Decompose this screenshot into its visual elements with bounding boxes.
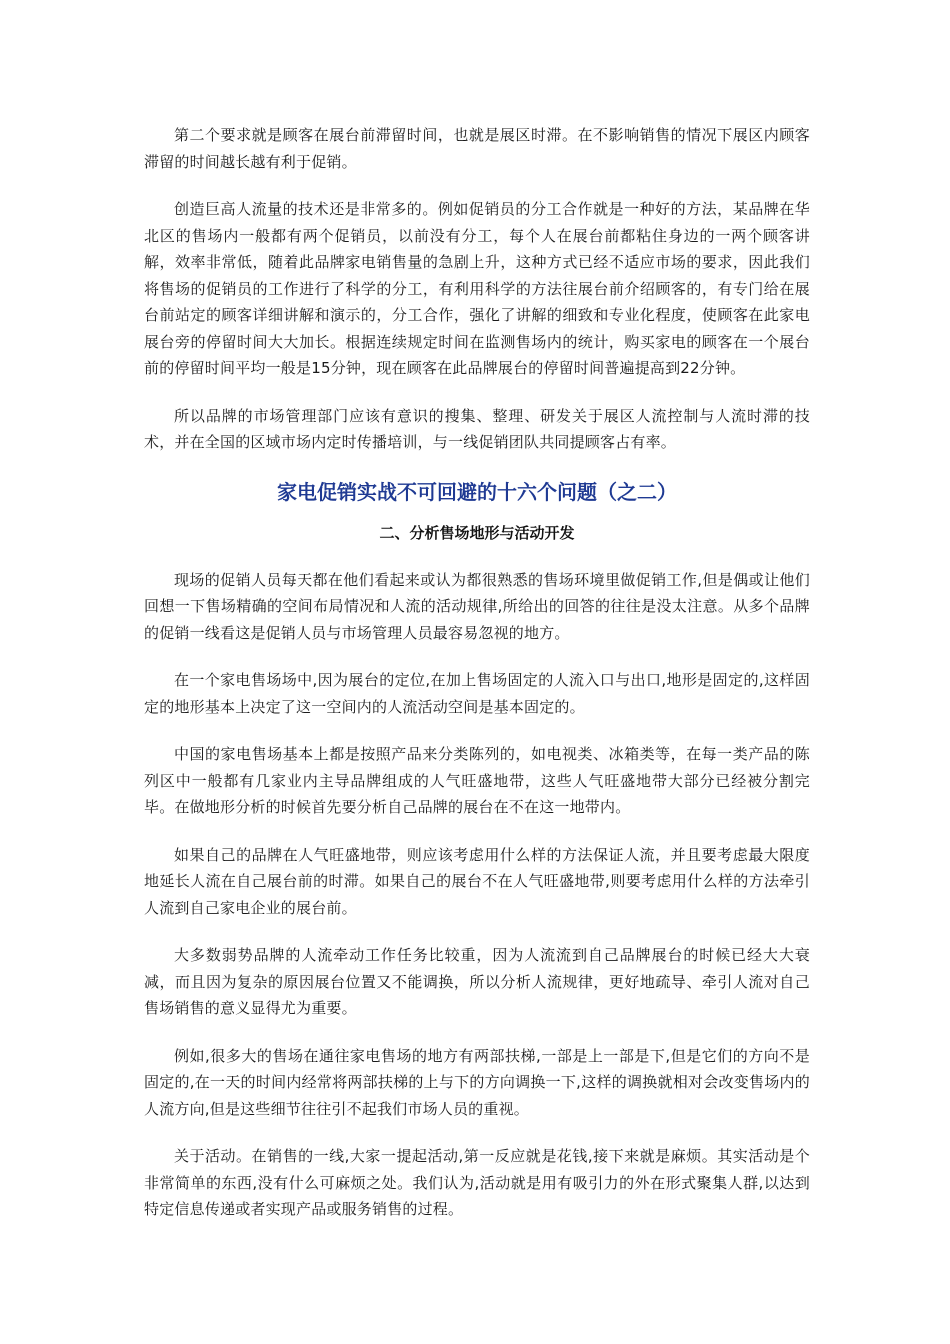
body-paragraph: 中国的家电售场基本上都是按照产品来分类陈列的，如电视类、冰箱类等，在每一类产品的陈列区中一般都有几家业内主导品牌组成的人气旺盛地带，这些人气旺盛地带大部分已经被分割完毕。在做地形分析的时候首先要分析自己品牌的展台在不在这一地带内。: [144, 745, 810, 816]
body-paragraph: 如果自己的品牌在人气旺盛地带，则应该考虑用什么样的方法保证人流，并且要考虑最大限度地延长人流在自己展台前的时滞。如果自己的展台不在人气旺盛地带,则要考虑用什么样的方法牵引人流到自己家电企业的展台前。: [144, 845, 810, 917]
body-paragraph: 所以品牌的市场管理部门应该有意识的搜集、整理、研发关于展区人流控制与人流时滞的技术，并在全国的区域市场内定时传播培训，与一线促销团队共同提顾客占有率。: [144, 406, 810, 451]
body-paragraph: 现场的促销人员每天都在他们看起来或认为都很熟悉的售场环境里做促销工作,但是偶或让他们回想一下售场精确的空间布局情况和人流的活动规律,所给出的回答的往往是没太注意。从多个品牌的促销一线看这是促销人员与市场管理人员最容易忽视的地方。: [144, 570, 810, 642]
document-page: [144, 122, 810, 1244]
article-title: 家电促销实战不可回避的十六个问题（之二）: [277, 479, 677, 504]
body-paragraph: 创造巨高人流量的技术还是非常多的。例如促销员的分工合作就是一种好的方法，某品牌在华北区的售场内一般都有两个促销员，以前没有分工，每个人在展台前都粘住身边的一两个顾客讲解，效率非常低，随着此品牌家电销售量的急剧上升，这种方式已经不适应市场的要求，因此我们将售场的促销员的工作进行了科学的分工，有利用科学的方法往展台前介绍顾客的，有专门给在展台前站定的顾客详细讲解和演示的，分工合作，强化了讲解的细致和专业化程度，使顾客在此家电展台旁的停留时间大大加长。根据连续规定时间在监测售场内的统计，购买家电的顾客在一个展台前的停留时间平均一般是15分钟，现在顾客在此品牌展台的停留时间普遍提高到22分钟。: [144, 200, 810, 377]
section-heading: 二、分析售场地形与活动开发: [379, 523, 575, 542]
body-paragraph: 第二个要求就是顾客在展台前滞留时间，也就是展区时滞。在不影响销售的情况下展区内顾客滞留的时间越长越有利于促销。: [144, 126, 810, 171]
body-paragraph: 大多数弱势品牌的人流牵动工作任务比较重，因为人流流到自己品牌展台的时候已经大大衰减，而且因为复杂的原因展台位置又不能调换，所以分析人流规律，更好地疏导、牵引人流对自己售场销售的意义显得尤为重要。: [144, 946, 810, 1017]
body-paragraph: 在一个家电售场场中,因为展台的定位,在加上售场固定的人流入口与出口,地形是固定的,这样固定的地形基本上决定了这一空间内的人流活动空间是基本固定的。: [144, 671, 810, 716]
body-paragraph: 关于活动。在销售的一线,大家一提起活动,第一反应就是花钱,接下来就是麻烦。其实活动是个非常简单的东西,没有什么可麻烦之处。我们认为,活动就是用有吸引力的外在形式聚集人群,以达到特定信息传递或者实现产品或服务销售的过程。: [144, 1147, 810, 1218]
body-paragraph: 例如,很多大的售场在通往家电售场的地方有两部扶梯,一部是上一部是下,但是它们的方向不是固定的,在一天的时间内经常将两部扶梯的上与下的方向调换一下,这样的调换就相对会改变售场内的人流方向,但是这些细节往往引不起我们市场人员的重视。: [144, 1046, 810, 1118]
